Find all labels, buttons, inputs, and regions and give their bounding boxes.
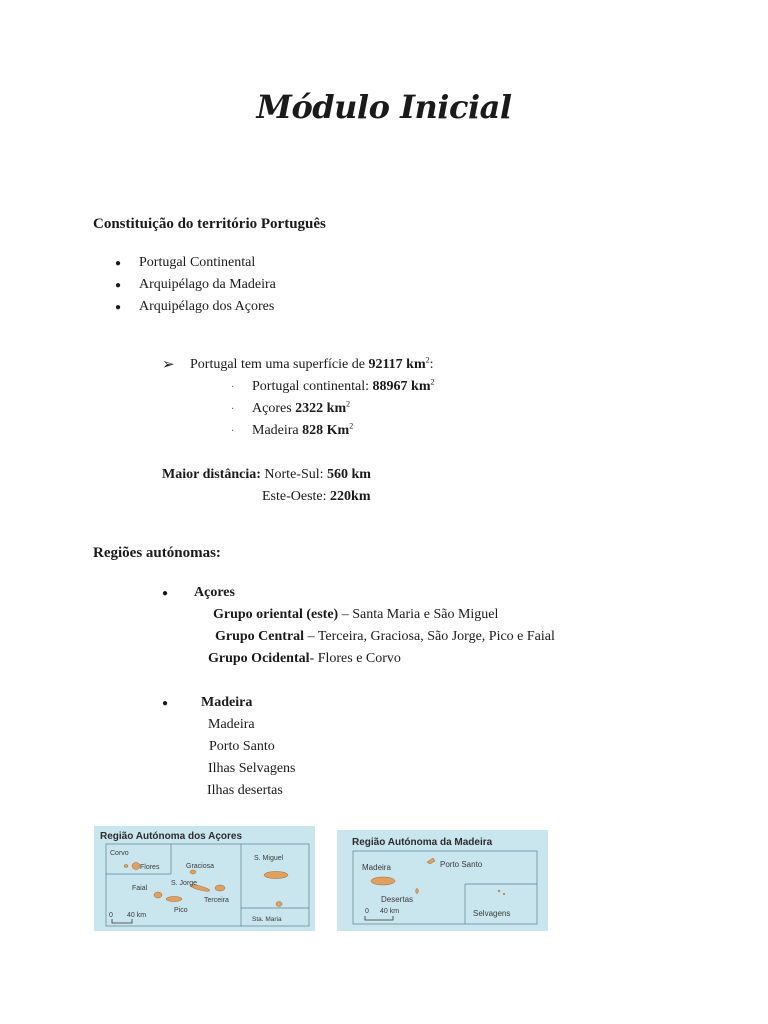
corvo-island <box>124 865 128 868</box>
distance-label: Maior distância: <box>162 467 261 482</box>
map-madeira <box>337 830 548 931</box>
acores-group: Grupo Ocidental- Flores e Corvo <box>208 651 401 666</box>
area-row-label: Portugal continental: <box>252 379 373 394</box>
map-label: Corvo <box>110 850 129 857</box>
section-heading-territory: Constituição do território Português <box>93 216 326 232</box>
madeira-island: Ilhas desertas <box>207 783 283 798</box>
map-label: Desertas <box>381 895 414 904</box>
list-item: Portugal Continental <box>139 255 256 270</box>
distance-eo-value: 220km <box>330 489 371 504</box>
group-name: Grupo Ocidental <box>208 651 310 666</box>
small-dot-icon: · <box>231 382 235 393</box>
superscript: 2 <box>349 421 354 431</box>
bullet-icon: ● <box>115 258 122 269</box>
map-label: Pico <box>174 907 188 914</box>
area-row <box>252 420 353 442</box>
bullet-icon: ● <box>162 698 169 709</box>
small-dot-icon: · <box>231 426 235 437</box>
group-name: Grupo oriental (este) <box>213 607 339 622</box>
page-title: Módulo Inicial <box>256 88 512 126</box>
group-islands: Santa Maria e São Miguel <box>352 607 499 622</box>
area-row-value: 88967 km <box>372 379 431 394</box>
madeira-island: Ilhas Selvagens <box>208 761 296 776</box>
map-title: Região Autónoma dos Açores <box>100 831 243 842</box>
pico-island <box>166 897 182 902</box>
list-item: Arquipélago da Madeira <box>139 277 276 292</box>
bullet-icon: ● <box>115 302 122 313</box>
area-row-label: Madeira <box>252 423 303 438</box>
region-name-madeira: Madeira <box>201 695 253 710</box>
map-label: S. Jorge <box>171 880 198 887</box>
distance-eo-label: Este-Oeste: <box>262 489 331 504</box>
area-row-label: Açores <box>252 401 296 416</box>
small-dot-icon: · <box>231 404 235 415</box>
group-islands: Terceira, Graciosa, São Jorge, Pico e Faial <box>317 629 555 644</box>
distance-eo-line <box>262 486 370 508</box>
map-scale-label: 0 <box>109 912 113 919</box>
acores-group: Grupo oriental (este) – Santa Maria e São Miguel <box>213 607 499 622</box>
desertas-island <box>416 889 418 894</box>
madeira-island: Porto Santo <box>209 739 275 754</box>
map-label: Terceira <box>204 897 229 904</box>
superscript: 2 <box>346 399 351 409</box>
map-acores <box>94 826 315 931</box>
map-label: Porto Santo <box>440 860 483 869</box>
area-total-suffix: : <box>429 357 434 372</box>
area-row <box>252 376 434 398</box>
distance-ns-label: Norte-Sul: <box>260 467 328 482</box>
map-label: Sta. Maria <box>252 916 282 923</box>
area-total-line <box>190 354 434 376</box>
superscript: 2 <box>430 377 435 387</box>
smiguel-island <box>264 872 288 879</box>
map-label: Graciosa <box>186 863 215 870</box>
flores-island <box>132 863 140 870</box>
graciosa-island <box>190 870 196 874</box>
selvagens-island <box>503 893 505 895</box>
selvagens-island <box>498 890 500 892</box>
distance-ns-line <box>162 464 371 486</box>
bullet-icon: ● <box>115 280 122 291</box>
distance-ns-value: 560 km <box>327 467 371 482</box>
region-name-acores: Açores <box>194 585 235 600</box>
map-label: Flores <box>140 864 160 871</box>
area-total-value: 92117 km <box>368 357 426 372</box>
map-scale-label: 40 km <box>380 908 400 915</box>
stamaria-island <box>276 902 282 907</box>
group-islands: Flores e Corvo <box>317 651 401 666</box>
list-item: Arquipélago dos Açores <box>139 299 275 314</box>
map-label: S. Miguel <box>254 855 284 862</box>
madeira-island: Madeira <box>208 717 255 732</box>
madeira-island <box>371 877 395 885</box>
terceira-island <box>215 885 225 891</box>
map-label: Selvagens <box>473 909 511 918</box>
area-row-value: 828 Km <box>302 423 350 438</box>
bullet-icon: ● <box>162 588 169 599</box>
area-intro: Portugal tem uma superfície de <box>190 357 369 372</box>
map-scale-label: 0 <box>365 908 369 915</box>
arrow-bullet-icon: ➢ <box>162 357 175 373</box>
map-title: Região Autónoma da Madeira <box>352 837 493 848</box>
faial-island <box>154 892 162 898</box>
map-scale-label: 40 km <box>127 912 147 919</box>
area-row-value: 2322 km <box>295 401 347 416</box>
area-row <box>252 398 350 420</box>
superscript: 2 <box>425 355 430 365</box>
map-label: Madeira <box>362 863 391 872</box>
group-name: Grupo Central <box>215 629 305 644</box>
section-heading-regions: Regiões autónomas: <box>93 545 221 561</box>
map-label: Faial <box>132 885 148 892</box>
acores-group: Grupo Central – Terceira, Graciosa, São Jorge, Pico e Faial <box>215 629 555 644</box>
